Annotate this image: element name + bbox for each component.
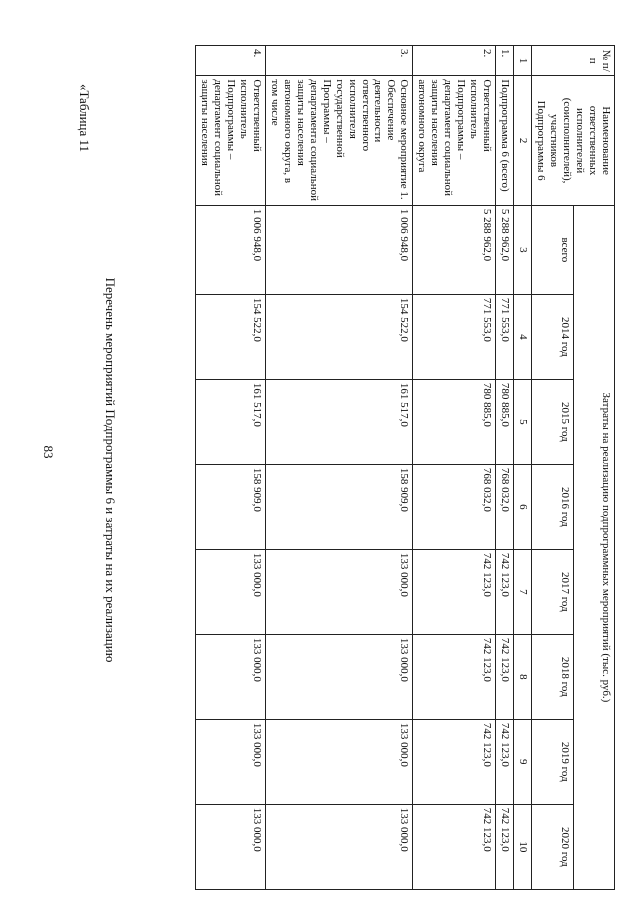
table-label: «Таблица 11	[77, 83, 92, 153]
value-cell: 133 000,0	[195, 549, 265, 634]
table-row	[265, 46, 413, 890]
header-row-1	[573, 46, 614, 890]
activities-table	[195, 45, 615, 890]
row-name: Ответственный исполнитель Подпрограммы – департамент социальной защиты населения	[195, 76, 265, 206]
value-cell: 742 123,0	[496, 634, 514, 719]
table-row	[413, 46, 496, 890]
table-row	[496, 46, 514, 890]
value-cell: 742 123,0	[496, 804, 514, 889]
table-caption: Перечень мероприятий Подпрограммы 6 и затраты на их реализацию	[103, 277, 118, 663]
value-cell: 158 909,0	[195, 464, 265, 549]
header-year: 2020 год	[532, 804, 573, 889]
value-cell: 5 288 962,0	[413, 205, 496, 294]
value-cell: 154 522,0	[265, 294, 413, 379]
rotated-table-container	[135, 45, 615, 890]
value-cell: 771 553,0	[496, 294, 514, 379]
value-cell: 154 522,0	[195, 294, 265, 379]
value-cell: 742 123,0	[413, 634, 496, 719]
value-cell: 5 288 962,0	[496, 205, 514, 294]
row-name: Основное мероприятие 1. Обеспечение деятельности ответственного исполнителя государственной Программы – департамента социальной защиты населения автономного округа, в том числе	[265, 76, 413, 206]
value-cell: 133 000,0	[265, 804, 413, 889]
header-year: 2015 год	[532, 379, 573, 464]
value-cell: 133 000,0	[265, 634, 413, 719]
page-number: 83	[41, 445, 56, 459]
value-cell: 158 909,0	[265, 464, 413, 549]
row-name: Ответственный исполнитель Подпрограммы – департамент социальной защиты населения автономного округа	[413, 76, 496, 206]
value-cell: 742 123,0	[413, 804, 496, 889]
value-cell: 742 123,0	[413, 549, 496, 634]
header-costs: Затраты на реализацию подпрограммных мероприятий (тыс. руб.)	[573, 205, 614, 889]
index-cell: 7	[514, 549, 532, 634]
index-cell: 10	[514, 804, 532, 889]
row-number: 3.	[265, 46, 413, 76]
header-year: 2019 год	[532, 719, 573, 804]
value-cell: 742 123,0	[413, 719, 496, 804]
value-cell: 133 000,0	[265, 549, 413, 634]
value-cell: 161 517,0	[265, 379, 413, 464]
index-cell: 9	[514, 719, 532, 804]
value-cell: 161 517,0	[195, 379, 265, 464]
index-row	[514, 46, 532, 890]
header-year: 2014 год	[532, 294, 573, 379]
header-year: 2018 год	[532, 634, 573, 719]
value-cell: 742 123,0	[496, 719, 514, 804]
value-cell: 1 006 948,0	[265, 205, 413, 294]
row-number: 4.	[195, 46, 265, 76]
row-number: 1.	[496, 46, 514, 76]
header-year: 2016 год	[532, 464, 573, 549]
value-cell: 1 006 948,0	[195, 205, 265, 294]
index-cell: 4	[514, 294, 532, 379]
index-cell: 5	[514, 379, 532, 464]
index-cell: 3	[514, 205, 532, 294]
row-name: Подпрограмма 6 (всего)	[496, 76, 514, 206]
value-cell: 771 553,0	[413, 294, 496, 379]
table-row	[195, 46, 265, 890]
index-cell: 1	[514, 46, 532, 76]
value-cell: 133 000,0	[195, 634, 265, 719]
row-number: 2.	[413, 46, 496, 76]
index-cell: 2	[514, 76, 532, 206]
value-cell: 780 885,0	[496, 379, 514, 464]
value-cell: 133 000,0	[265, 719, 413, 804]
value-cell: 133 000,0	[195, 804, 265, 889]
value-cell: 742 123,0	[496, 549, 514, 634]
header-year: 2017 год	[532, 549, 573, 634]
header-name: Наименование ответственных исполнителей (соисполнителей), участников Подпрограммы 6	[532, 76, 615, 206]
header-total: всего	[532, 205, 573, 294]
value-cell: 768 032,0	[496, 464, 514, 549]
index-cell: 6	[514, 464, 532, 549]
index-cell: 8	[514, 634, 532, 719]
value-cell: 768 032,0	[413, 464, 496, 549]
value-cell: 780 885,0	[413, 379, 496, 464]
header-num: № п/п	[532, 46, 615, 76]
value-cell: 133 000,0	[195, 719, 265, 804]
